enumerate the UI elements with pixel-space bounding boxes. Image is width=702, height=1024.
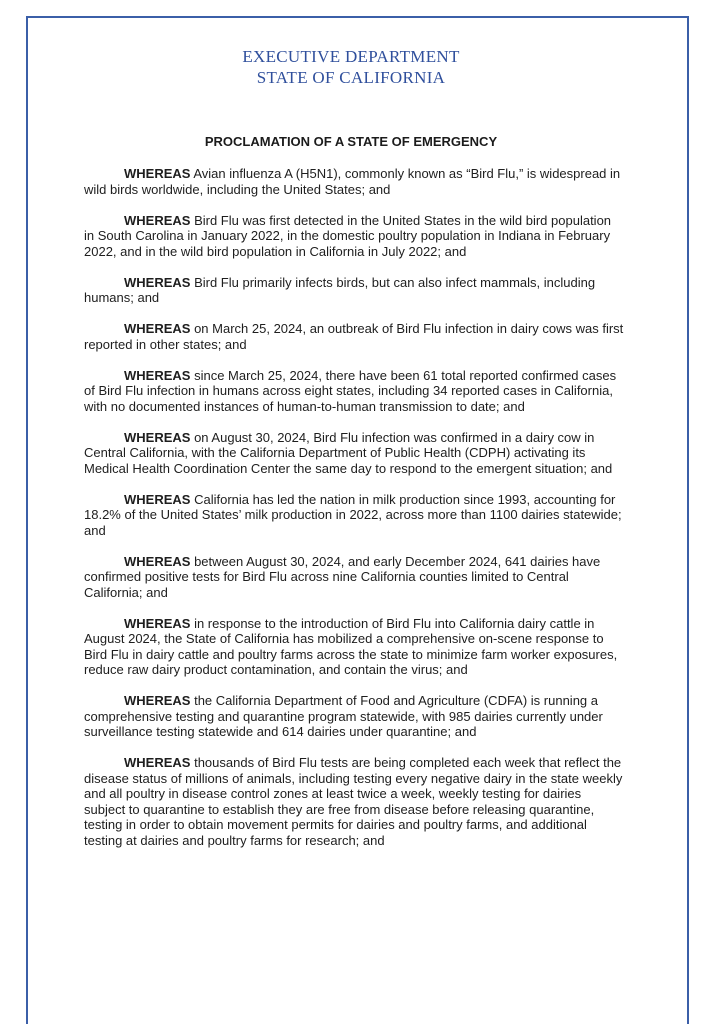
whereas-paragraph <box>84 755 624 848</box>
whereas-paragraph <box>84 430 624 477</box>
paragraph-text: Avian influenza A (H5N1), commonly known as “Bird Flu,” is widespread in wild birds worldwide, including the United States; and <box>84 166 621 197</box>
whereas-keyword: WHEREAS <box>124 755 191 770</box>
document-title: PROCLAMATION OF A STATE OF EMERGENCY <box>204 134 498 149</box>
whereas-keyword: WHEREAS <box>124 274 191 290</box>
paragraph-text: in response to the introduction of Bird Flu into California dairy cattle in August 2024, the State of California has mobilized a comprehensive on-scene response to Bird Flu in dairy cattle and poultry farms across the state to minimize farm worker exposures, reduce raw dairy product contamination, and contain the virus; and <box>84 615 618 677</box>
whereas-keyword: WHEREAS <box>124 429 191 445</box>
paragraph-text: thousands of Bird Flu tests are being completed each week that reflect the disease status of millions of animals, including testing every negative dairy in the state weekly and all poultry in disease control zones at least twice a week, weekly testing for dairies subject to quarantine to establish they are free from disease before releasing quarantine, testing in order to obtain movement permits for dairies and poultry farms, and additional testing at dairies and poultry farms for research; and <box>84 755 623 848</box>
paragraph-text: on March 25, 2024, an outbreak of Bird Flu infection in dairy cows was first reported in other states; and <box>84 321 624 352</box>
whereas-keyword: WHEREAS <box>124 693 191 708</box>
whereas-paragraph <box>84 554 624 601</box>
document-body <box>84 166 624 864</box>
whereas-keyword: WHEREAS <box>124 553 191 569</box>
letterhead-line-2: STATE OF CALIFORNIA <box>256 68 446 87</box>
whereas-paragraph <box>84 213 624 260</box>
letterhead-line-1: EXECUTIVE DEPARTMENT <box>242 47 460 66</box>
whereas-keyword: WHEREAS <box>124 615 191 631</box>
whereas-paragraph <box>84 321 624 352</box>
whereas-keyword: WHEREAS <box>124 491 191 507</box>
whereas-paragraph <box>84 368 624 415</box>
whereas-keyword: WHEREAS <box>124 321 191 336</box>
whereas-keyword: WHEREAS <box>124 212 191 228</box>
whereas-paragraph <box>84 693 624 740</box>
whereas-paragraph <box>84 166 624 197</box>
whereas-paragraph <box>84 275 624 306</box>
paragraph-text: on August 30, 2024, Bird Flu infection was confirmed in a dairy cow in Central California, with the California Department of Public Health (CDPH) activating its Medical Health Coordination Center the same day to respond to the emergent situation; and <box>84 429 613 476</box>
letterhead <box>0 46 702 88</box>
paragraph-text: Bird Flu was first detected in the United States in the wild bird population in South Carolina in January 2022, in the domestic poultry population in Indiana in February 2022, and in the wild bird population in California in July 2022; and <box>84 212 612 259</box>
whereas-paragraph <box>84 492 624 539</box>
whereas-keyword: WHEREAS <box>124 367 191 383</box>
paragraph-text: since March 25, 2024, there have been 61 total reported confirmed cases of Bird Flu infection in humans across eight states, including 34 reported cases in California, with no documented instances of human-to-human transmission to date; and <box>84 367 617 414</box>
whereas-keyword: WHEREAS <box>124 166 191 181</box>
whereas-paragraph <box>84 616 624 678</box>
paragraph-text: California has led the nation in milk production since 1993, accounting for 18.2% of the United States’ milk production in 2022, across more than 1100 dairies statewide; and <box>84 491 622 538</box>
paragraph-text: between August 30, 2024, and early December 2024, 641 dairies have confirmed positive tests for Bird Flu across nine California counties limited to Central California; and <box>84 553 601 600</box>
paragraph-text: Bird Flu primarily infects birds, but can also infect mammals, including humans; and <box>84 274 596 305</box>
paragraph-text: the California Department of Food and Agriculture (CDFA) is running a comprehensive testing and quarantine program statewide, with 985 dairies currently under surveillance testing statewide and 614 dairies under quarantine; and <box>84 693 603 739</box>
